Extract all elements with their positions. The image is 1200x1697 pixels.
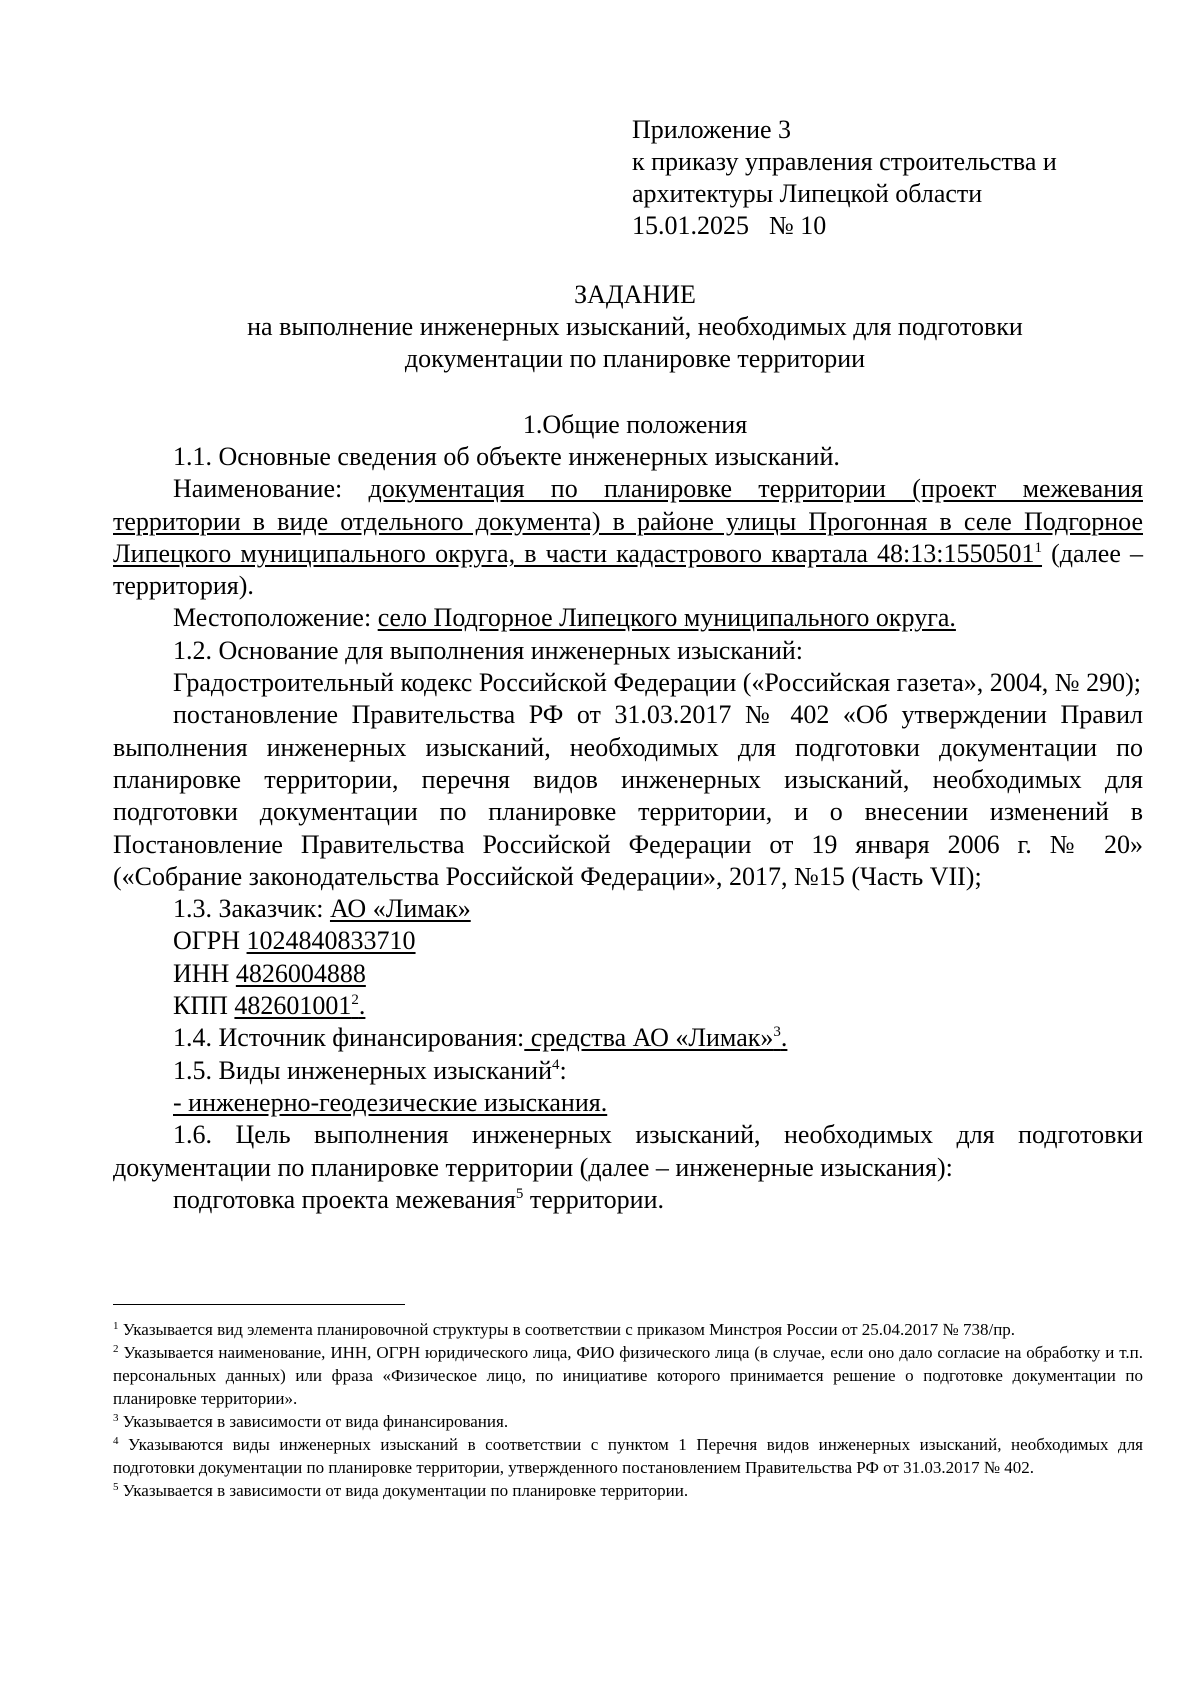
document-body bbox=[113, 441, 1143, 1216]
footnote-separator bbox=[113, 1304, 405, 1305]
ogrn-label: ОГРН bbox=[173, 926, 247, 956]
survey-types-value-paragraph bbox=[113, 1087, 1143, 1119]
appendix-header bbox=[632, 114, 1057, 242]
customer-value: АО «Лимак» bbox=[329, 894, 471, 924]
goal-value-paragraph: подготовка проекта межевания$^5$ территории. bbox=[173, 1184, 665, 1214]
footnote-ref-4: 4 bbox=[552, 1056, 560, 1073]
object-name-label: Наименование: bbox=[173, 474, 369, 504]
footnote-ref-5: 5 bbox=[515, 1185, 524, 1202]
footnote: $^2$ Указывается наименование, ИНН, ОГРН юридического лица, ФИО физического лица (в случае, если оно дало согласие на обработку и т.п. персональных данных) или фраза «Физическое лицо, по инициативе которого принимается решение о подготовке документации по планировке территории». bbox=[113, 1343, 1143, 1408]
kpp-value: 482601001$^2$. bbox=[234, 991, 366, 1021]
ogrn-value: 1024840833710 bbox=[246, 926, 416, 956]
footnote-ref-1: 1 bbox=[1034, 539, 1043, 556]
kpp-paragraph bbox=[113, 990, 1143, 1022]
document-subtitle-line-2: документации по планировке территории bbox=[404, 344, 866, 373]
object-name-tail: (далее – территория). bbox=[113, 538, 1143, 601]
appendix-line-1: Приложение 3 bbox=[632, 115, 792, 144]
inn-paragraph bbox=[113, 958, 1143, 990]
financing-label: 1.4. Источник финансирования: bbox=[173, 1023, 525, 1053]
customer-label: 1.3. Заказчик: bbox=[173, 894, 330, 924]
footnote: $^4$ Указываются виды инженерных изысканий в соответствии с пунктом 1 Перечня видов инженерных изысканий, необходимых для подготовки документации по планировке территории, утвержденного постановлением Правительства РФ от 31.03.2017 № 402. bbox=[113, 1435, 1143, 1477]
kpp-label: КПП bbox=[173, 991, 235, 1021]
ogrn-paragraph bbox=[113, 925, 1143, 957]
footnote-ref-2: 2 bbox=[351, 992, 359, 1009]
financing-value: средства АО «Лимак»$^3$. bbox=[524, 1023, 788, 1053]
customer-paragraph bbox=[113, 893, 1143, 925]
survey-types-label: 1.5. Виды инженерных изысканий bbox=[173, 1055, 552, 1085]
survey-types-paragraph: 1.5. Виды инженерных изысканий$^4$: bbox=[173, 1055, 567, 1085]
section-heading: 1.Общие положения bbox=[522, 410, 748, 439]
footnote-ref-3: 3 bbox=[773, 1024, 781, 1041]
order-date: 15.01.2025 bbox=[632, 211, 749, 240]
clause-1-6: 1.6. Цель выполнения инженерных изысканий, необходимых для подготовки документации по планировке территории (далее – инженерные изыскания): bbox=[113, 1120, 1143, 1182]
appendix-line-2: к приказу управления строительства и bbox=[632, 147, 1057, 176]
financing-paragraph bbox=[113, 1022, 1143, 1054]
object-name-value: документация по планировке территории (проект межевания территории в виде отдельного документа) в районе улицы Прогонная в селе Подгорное Липецкого муниципального округа, в части кадастрового квартала 48:13:1550501$^1$ bbox=[113, 474, 1143, 568]
inn-value: 4826004888 bbox=[235, 958, 366, 988]
basis-2: постановление Правительства РФ от 31.03.2017 № 402 «Об утверждении Правил выполнения инженерных изысканий, необходимых для подготовки документации по планировке территории, перечня видов инженерных изысканий, необходимых для подготовки документации по планировке территории, и о внесении изменений в Постановление Правительства Российской Федерации от 19 января 2006 г. № 20» («Собрание законодательства Российской Федерации», 2017, №15 (Часть VII); bbox=[113, 700, 1143, 891]
inn-label: ИНН bbox=[173, 958, 236, 988]
location-value: село Подгорное Липецкого муниципального округа. bbox=[377, 603, 956, 633]
location-label: Местоположение: bbox=[173, 603, 378, 633]
appendix-line-3: архитектуры Липецкой области bbox=[632, 179, 983, 208]
clause-1-2: 1.2. Основание для выполнения инженерных изысканий: bbox=[173, 635, 804, 665]
footnote: $^3$ Указывается в зависимости от вида финансирования. bbox=[113, 1412, 509, 1431]
object-name-paragraph bbox=[113, 473, 1143, 602]
footnotes bbox=[113, 1318, 1143, 1502]
survey-types-value: - инженерно-геодезические изыскания. bbox=[173, 1087, 608, 1117]
footnote: $^5$ Указывается в зависимости от вида документации по планировке территории. bbox=[113, 1481, 689, 1500]
document-title: ЗАДАНИЕ bbox=[574, 280, 696, 309]
order-number: № 10 bbox=[769, 211, 827, 240]
document-subtitle-line-1: на выполнение инженерных изысканий, необходимых для подготовки bbox=[247, 312, 1023, 341]
basis-1: Градостроительный кодекс Российской Федерации («Российская газета», 2004, № 290); bbox=[173, 668, 1141, 698]
appendix-date-number bbox=[632, 210, 1057, 242]
clause-1-1: 1.1. Основные сведения об объекте инженерных изысканий. bbox=[173, 442, 840, 471]
location-paragraph bbox=[113, 602, 1143, 634]
footnote: $^1$ Указывается вид элемента планировочной структуры в соответствии с приказом Минстроя России от 25.04.2017 № 738/пр. bbox=[113, 1320, 1016, 1339]
